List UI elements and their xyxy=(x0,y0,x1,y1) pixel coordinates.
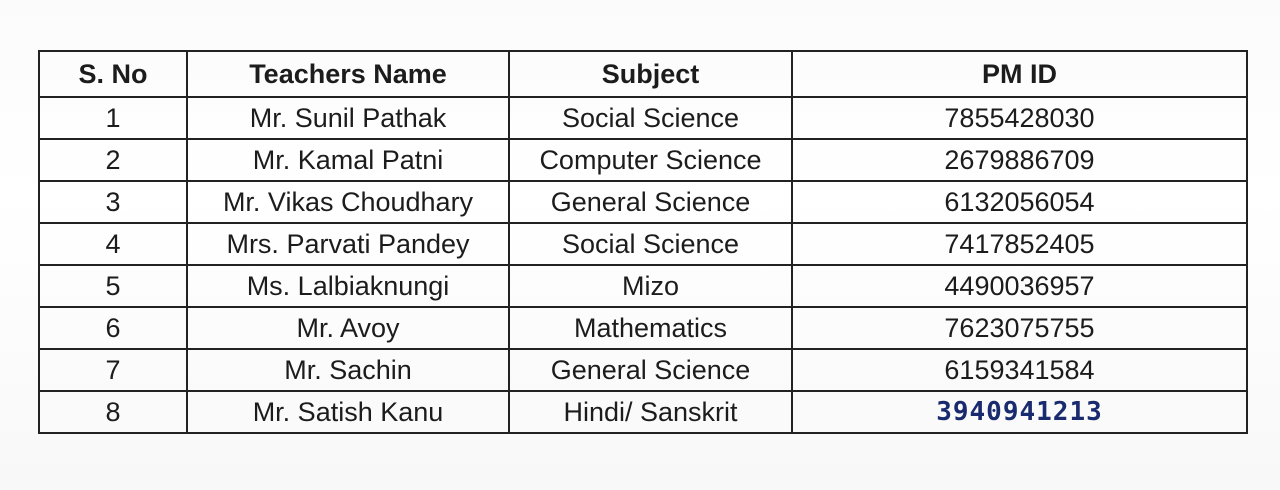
cell-pm-id-handwritten: 3940941213 xyxy=(792,391,1247,433)
cell-teacher-name: Mr. Sachin xyxy=(187,349,509,391)
cell-pm-id: 4490036957 xyxy=(792,265,1247,307)
cell-sno: 2 xyxy=(39,139,187,181)
header-teachers-name: Teachers Name xyxy=(187,51,509,97)
teachers-table xyxy=(38,50,1248,434)
cell-teacher-name: Mr. Sunil Pathak xyxy=(187,97,509,139)
cell-sno: 3 xyxy=(39,181,187,223)
cell-subject: General Science xyxy=(509,349,792,391)
cell-pm-id: 6159341584 xyxy=(792,349,1247,391)
header-sno: S. No xyxy=(39,51,187,97)
cell-subject: Hindi/ Sanskrit xyxy=(509,391,792,433)
cell-sno: 6 xyxy=(39,307,187,349)
table-header-row xyxy=(39,51,1247,97)
cell-sno: 4 xyxy=(39,223,187,265)
table-row xyxy=(39,391,1247,433)
cell-subject: Computer Science xyxy=(509,139,792,181)
header-pm-id: PM ID xyxy=(792,51,1247,97)
cell-sno: 7 xyxy=(39,349,187,391)
cell-sno: 5 xyxy=(39,265,187,307)
cell-teacher-name: Mrs. Parvati Pandey xyxy=(187,223,509,265)
cell-subject: Social Science xyxy=(509,97,792,139)
table-row xyxy=(39,223,1247,265)
table-row xyxy=(39,97,1247,139)
cell-pm-id: 6132056054 xyxy=(792,181,1247,223)
cell-subject: Mizo xyxy=(509,265,792,307)
table-row xyxy=(39,181,1247,223)
cell-teacher-name: Mr. Satish Kanu xyxy=(187,391,509,433)
cell-sno: 1 xyxy=(39,97,187,139)
cell-teacher-name: Ms. Lalbiaknungi xyxy=(187,265,509,307)
cell-pm-id: 7855428030 xyxy=(792,97,1247,139)
cell-pm-id: 7417852405 xyxy=(792,223,1247,265)
header-subject: Subject xyxy=(509,51,792,97)
cell-sno: 8 xyxy=(39,391,187,433)
cell-teacher-name: Mr. Vikas Choudhary xyxy=(187,181,509,223)
cell-teacher-name: Mr. Kamal Patni xyxy=(187,139,509,181)
cell-pm-id: 7623075755 xyxy=(792,307,1247,349)
cell-subject: Social Science xyxy=(509,223,792,265)
cell-pm-id: 2679886709 xyxy=(792,139,1247,181)
table-row xyxy=(39,265,1247,307)
table-row xyxy=(39,349,1247,391)
table-row xyxy=(39,307,1247,349)
cell-subject: General Science xyxy=(509,181,792,223)
cell-subject: Mathematics xyxy=(509,307,792,349)
cell-teacher-name: Mr. Avoy xyxy=(187,307,509,349)
table-row xyxy=(39,139,1247,181)
